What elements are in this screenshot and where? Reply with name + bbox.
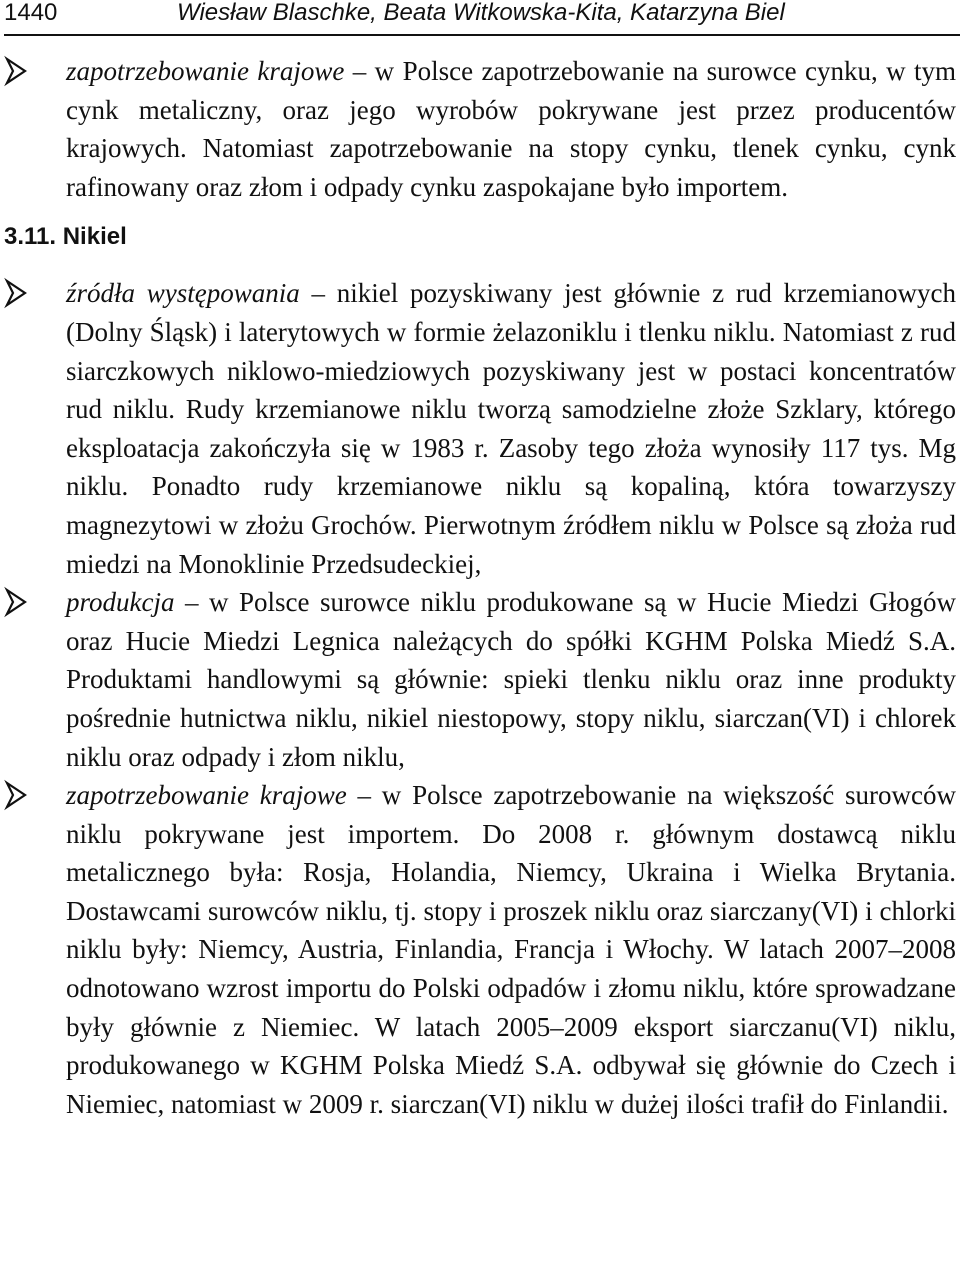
bullet-text: – w Polsce zapotrzebowanie na surowce cynku, w tym cynk metaliczny, oraz jego wyrobów pokrywane jest przez producentów krajowych. Natomiast zapotrzebowanie na stopy cynku, tlenek cynku, cynk rafinowany oraz złom i odpady cynku zaspokajane było importem. [66,56,956,202]
bullet-item-zinc-demand [0,52,960,206]
header-authors: Wiesław Blaschke, Beata Witkowska-Kita, Katarzyna Biel [177,0,785,26]
section-heading: 3.11. Nikiel [4,223,127,251]
bullet-term: źródła występowania [66,278,300,309]
bullet-term: produkcja [66,587,175,618]
arrowhead-bullet-icon [4,274,34,312]
bullet-item-nickel-sources [0,274,960,583]
bullet-term: zapotrzebowanie krajowe [66,56,345,86]
page-content [0,52,960,1123]
bullet-text: – w Polsce surowce niklu produkowane są w Hucie Miedzi Głogów oraz Hucie Miedzi Legnica należących do spółki KGHM Polska Miedź S.A. Produktami handlowymi są głównie: spieki tlenku niklu oraz inne produkty pośrednie hutnictwa niklu, nikiel niestopowy, stopy niklu, siarczan(VI) i chlorek niklu oraz odpady i złom niklu, [66,587,956,772]
bullet-text: – nikiel pozyskiwany jest głównie z rud krzemianowych (Dolny Śląsk) i laterytowych w formie żelazoniklu i tlenku niklu. Natomiast z rud siarczkowych niklowo-miedziowych pozyskiwany jest w postaci koncentratów rud niklu. Rudy krzemianowe niklu tworzą samodzielne złoże Szklary, którego eksploatacja zakończyła się w 1983 r. Zasoby tego złoża wynosiły 117 tys. Mg niklu. Ponadto rudy krzemianowe niklu są kopaliną, która towarzyszy magnezytowi w złożu Grochów. Pierwotnym źródłem niklu w Polsce są złoża rud miedzi na Monoklinie Przedsudeckiej, [66,278,956,579]
arrowhead-bullet-icon [4,52,34,90]
arrowhead-bullet-icon [4,583,34,621]
bullet-term: zapotrzebowanie krajowe [66,780,347,811]
bullet-item-nickel-production [0,583,960,776]
running-header [4,0,956,30]
page-number: 1440 [4,0,58,26]
bullet-text: – w Polsce zapotrzebowanie na większość surowców niklu pokrywane jest importem. Do 2008 r. głównym dostawcą niklu metalicznego była: Rosja, Holandia, Niemcy, Ukraina i Wielka Brytania. Dostawcami surowców niklu, tj. stopy i proszek niklu oraz siarczany(VI) i chlorki niklu były: Niemcy, Austria, Finlandia, Francja i Włochy. W latach 2007–2008 odnotowano wzrost importu do Polski odpadów i złomu niklu, które sprowadzane były głównie z Niemiec. W latach 2005–2009 eksport siarczanu(VI) niklu, produkowanego w KGHM Polska Miedź S.A. odbywał się głównie do Czech i Niemiec, natomiast w 2009 r. siarczan(VI) niklu w dużej ilości trafił do Finlandii. [66,780,956,1119]
arrowhead-bullet-icon [4,776,34,814]
bullet-item-nickel-demand [0,776,960,1123]
header-divider [4,34,960,36]
